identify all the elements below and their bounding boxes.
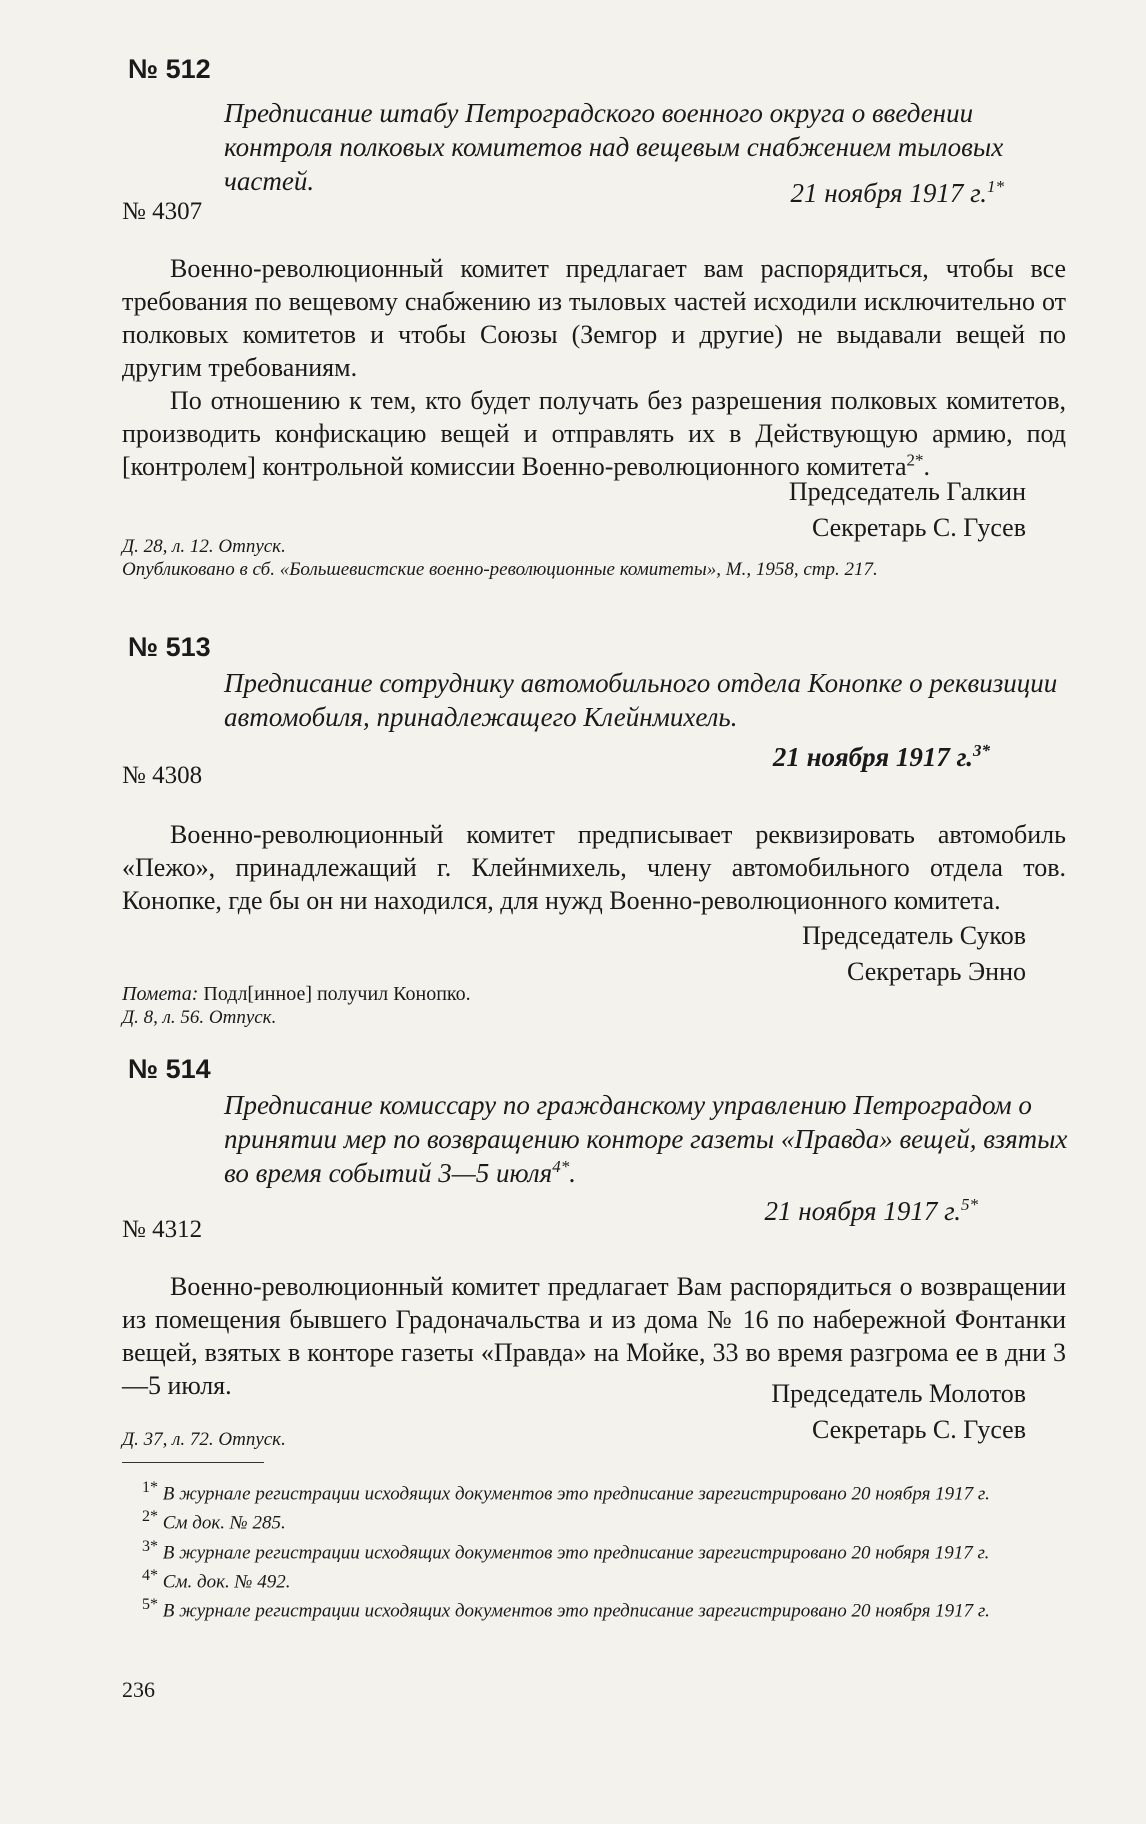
signature-chair: Председатель Суков	[802, 921, 1026, 950]
footnote-ref[interactable]: 1*	[987, 177, 1004, 196]
page-number: 236	[122, 1677, 155, 1702]
doc-heading: Предписание сотруднику автомобильного отдела Конопке о реквизиции автомобиля, принадлежащего Клейнмихель.	[224, 668, 1058, 732]
paragraph: Военно-революционный комитет предписывает реквизировать автомобиль «Пежо», принадлежащий г. Клейнмихель, члену автомобильного отдела тов. Конопке, где бы он ни находился, для нужд Военно-революционного комитета.	[122, 820, 1066, 915]
archive-source: Д. 28, л. 12. Отпуск.	[122, 536, 286, 557]
footnote-mark: 1*	[142, 1479, 158, 1496]
footnote-ref[interactable]: 3*	[973, 741, 990, 760]
signature-chair: Председатель Молотов	[771, 1379, 1026, 1408]
footnote-ref[interactable]: 4*	[552, 1157, 570, 1176]
publication-note: Опубликовано в сб. «Большевистские военно-революционные комитеты», М., 1958, стр. 217.	[122, 559, 878, 580]
doc-number: № 513	[128, 632, 211, 662]
mark-text: Подл[инное] получил Конопко.	[203, 983, 471, 1005]
doc-heading: Предписание комиссару по гражданскому управлению Петроградом о принятии мер по возвращению конторе газеты «Правда» вещей, взятых во время событий 3—5 июля$^{4*}$.	[224, 1090, 1068, 1188]
footnote-mark: 4*	[142, 1566, 158, 1584]
doc-number: № 514	[128, 1054, 211, 1084]
signature-secretary: Секретарь С. Гусев	[811, 513, 1026, 542]
doc-body	[122, 818, 1066, 917]
registration-number: № 4308	[122, 762, 203, 789]
footnote-mark: 2*	[142, 1508, 158, 1526]
doc-body	[122, 252, 1066, 483]
doc-number: № 512	[128, 54, 211, 84]
signatures	[802, 918, 1026, 990]
signature-secretary: Секретарь Энно	[847, 957, 1026, 986]
footnote-divider	[122, 1462, 264, 1463]
footnote-mark: 5*	[142, 1596, 158, 1614]
signature-chair: Председатель Галкин	[788, 477, 1026, 506]
paragraph: Военно-революционный комитет предлагает вам распорядиться, чтобы все требования по вещевому снабжению из тыловых частей исходили исключительно от полковых комитетов и чтобы Союзы (Земгор и другие) не выдавали вещей по другим требованиям.	[122, 254, 1066, 382]
doc-heading: Предписание штабу Петроградского военного округа о введении контроля полковых комитетов над вещевым снабжением тыловых частей.	[224, 98, 1004, 196]
mark-label: Помета:	[122, 983, 199, 1005]
archive-source: Д. 8, л. 56. Отпуск.	[122, 1007, 277, 1028]
doc-date: 21 ноября 1917 г.$^{5*}$	[764, 1195, 978, 1226]
footnote: $^{1*}$ В журнале регистрации исходящих документов это предписание зарегистрировано 20 ноября 1917 г. $^{2*}$ См док. № 285. $^{3*}$ В журнале регистрации исходящих документов это предписание зарегистрировано 20 нобяря 1917 г. $^{4*}$ См. док. № 492. $^{5*}$ В журнале регистрации исходящих документов это предписание зарегистрировано 20 ноября 1917 г.	[142, 1479, 990, 1622]
doc-date: 21 ноября 1917 г.$^{3*}$	[772, 741, 990, 772]
registration-number: № 4312	[122, 1216, 203, 1243]
signature-secretary: Секретарь С. Гусев	[811, 1415, 1026, 1444]
footnote-ref[interactable]: 2*	[906, 450, 924, 470]
archive-source: Д. 37, л. 72. Отпуск.	[122, 1429, 286, 1450]
registration-number: № 4307	[122, 198, 203, 225]
paragraph: Военно-революционный комитет предлагает Вам распорядиться о возвращении из помещения бывшего Градоначальства и из дома № 16 по набережной Фонтанки вещей, взятых в конторе газеты «Правда» на Мойке, 33 во время разгрома ее в дни 3—5 июля.	[122, 1272, 1066, 1400]
mark-note	[122, 982, 471, 1006]
footnote-ref[interactable]: 5*	[961, 1195, 978, 1214]
paragraph: По отношению к тем, кто будет получать без разрешения полковых комитетов, производить конфискацию вещей и отправлять их в Действующую армию, под [контролем] контрольной комиссии Военно-революционного комитета$^{2*}$.	[122, 386, 1066, 481]
doc-date: 21 ноября 1917 г.$^{1*}$	[790, 177, 1004, 208]
footnote-mark: 3*	[142, 1537, 158, 1555]
